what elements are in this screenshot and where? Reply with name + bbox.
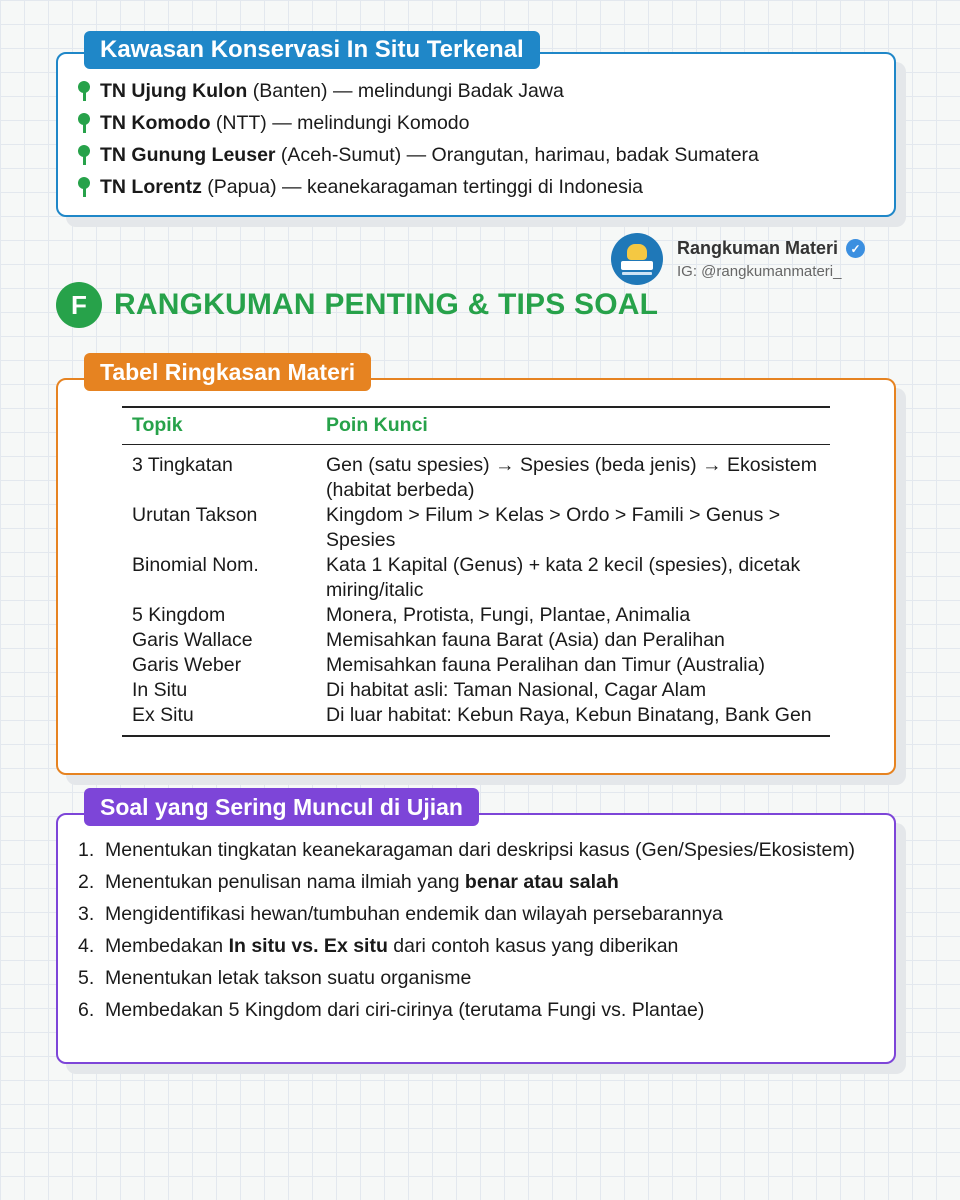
item-text-part: Menentukan letak takson suatu organisme — [105, 967, 472, 989]
table-header-poin: Poin Kunci — [316, 407, 830, 444]
table-cell-poin: Monera, Protista, Fungi, Plantae, Animalia — [326, 603, 691, 626]
item-text-part: Menentukan penulisan nama ilmiah yang — [105, 871, 465, 893]
site-description: (Banten) — melindungi Badak Jawa — [247, 79, 564, 102]
item-number: 3. — [78, 903, 95, 925]
table-cell-topik: Ex Situ — [132, 703, 194, 726]
item-text-part: dari contoh kasus yang diberikan — [387, 935, 679, 957]
section-letter-badge: F — [56, 282, 102, 328]
list-item — [78, 902, 875, 926]
table-cell-poin: Gen (satu spesies) → Spesies (beda jenis) → Ekosistem (habitat berbeda) — [326, 453, 817, 501]
table-row — [122, 678, 830, 703]
list-item — [78, 870, 875, 894]
table-cell-topik: Binomial Nom. — [132, 553, 259, 576]
soal-list — [78, 838, 875, 1030]
table-row — [122, 628, 830, 653]
table-header-topik: Topik — [122, 407, 316, 444]
site-description: (Papua) — keanekaragaman tertinggi di Indonesia — [201, 175, 644, 198]
table-cell-topik: 3 Tingkatan — [132, 453, 233, 476]
item-text-part: benar atau salah — [464, 871, 619, 893]
item-number: 6. — [78, 999, 95, 1021]
table-cell-poin: Di habitat asli: Taman Nasional, Cagar Alam — [326, 678, 707, 701]
pin-icon — [76, 80, 92, 102]
item-text — [105, 902, 875, 926]
table-cell-poin: Memisahkan fauna Barat (Asia) dan Peralihan — [326, 628, 725, 651]
table-row — [122, 703, 830, 736]
list-item — [78, 838, 875, 862]
table-body — [122, 444, 830, 736]
table-row — [122, 603, 830, 628]
table-row — [122, 444, 830, 503]
brand-handle: IG: @rangkumanmateri_ — [677, 263, 842, 280]
table-cell-poin: Di luar habitat: Kebun Raya, Kebun Binatang, Bank Gen — [326, 703, 812, 726]
item-text — [105, 838, 875, 862]
item-text — [105, 998, 875, 1022]
list-item — [78, 998, 875, 1022]
item-number: 4. — [78, 935, 95, 957]
list-item — [78, 934, 875, 958]
list-item — [78, 966, 875, 990]
pin-icon — [76, 144, 92, 166]
table-cell-poin: Kata 1 Kapital (Genus) + kata 2 kecil (spesies), dicetak miring/italic — [326, 553, 801, 601]
item-text-part: In situ vs. Ex situ — [228, 935, 388, 957]
table-cell-topik: Urutan Takson — [132, 503, 258, 526]
table-row — [122, 503, 830, 553]
item-text — [105, 870, 875, 894]
item-text — [105, 966, 875, 990]
table-cell-topik: Garis Wallace — [132, 628, 253, 651]
item-number: 1. — [78, 839, 95, 861]
list-item — [76, 139, 759, 171]
table-header-row — [122, 407, 830, 444]
table-cell-topik: Garis Weber — [132, 653, 242, 676]
site-name: TN Lorentz — [100, 175, 202, 198]
table-cell-poin: Kingdom > Filum > Kelas > Ordo > Famili > Genus > Spesies — [326, 503, 781, 551]
verified-check-icon: ✓ — [846, 239, 865, 258]
section-title: RANGKUMAN PENTING & TIPS SOAL — [114, 288, 659, 321]
site-name: TN Komodo — [100, 111, 211, 134]
pin-icon — [76, 176, 92, 198]
list-item — [76, 75, 759, 107]
item-text-part: Mengidentifikasi hewan/tumbuhan endemik dan wilayah persebarannya — [105, 903, 723, 925]
item-number: 2. — [78, 871, 95, 893]
konservasi-title: Kawasan Konservasi In Situ Terkenal — [84, 31, 540, 69]
list-item — [76, 171, 759, 203]
item-text — [105, 934, 875, 958]
konservasi-list — [76, 75, 759, 203]
summary-table — [122, 406, 830, 737]
brand-block — [611, 233, 865, 285]
item-number: 5. — [78, 967, 95, 989]
site-name: TN Gunung Leuser — [100, 143, 276, 166]
section-heading — [56, 282, 658, 328]
item-text-part: Membedakan — [105, 935, 229, 957]
soal-title: Soal yang Sering Muncul di Ujian — [84, 788, 479, 826]
table-cell-poin: Memisahkan fauna Peralihan dan Timur (Australia) — [326, 653, 765, 676]
brand-name: Rangkuman Materi — [677, 238, 839, 258]
table-row — [122, 553, 830, 603]
table-cell-topik: In Situ — [132, 678, 188, 701]
site-description: (Aceh-Sumut) — Orangutan, harimau, badak Sumatera — [275, 143, 759, 166]
pin-icon — [76, 112, 92, 134]
site-name: TN Ujung Kulon — [100, 79, 248, 102]
table-cell-topik: 5 Kingdom — [132, 603, 226, 626]
brand-logo — [611, 233, 663, 285]
item-text-part: Membedakan 5 Kingdom dari ciri-cirinya (terutama Fungi vs. Plantae) — [105, 999, 705, 1021]
table-row — [122, 653, 830, 678]
list-item — [76, 107, 759, 139]
item-text-part: Menentukan tingkatan keanekaragaman dari deskripsi kasus (Gen/Spesies/Ekosistem) — [105, 839, 856, 861]
tabel-title: Tabel Ringkasan Materi — [84, 353, 371, 391]
site-description: (NTT) — melindungi Komodo — [210, 111, 470, 134]
